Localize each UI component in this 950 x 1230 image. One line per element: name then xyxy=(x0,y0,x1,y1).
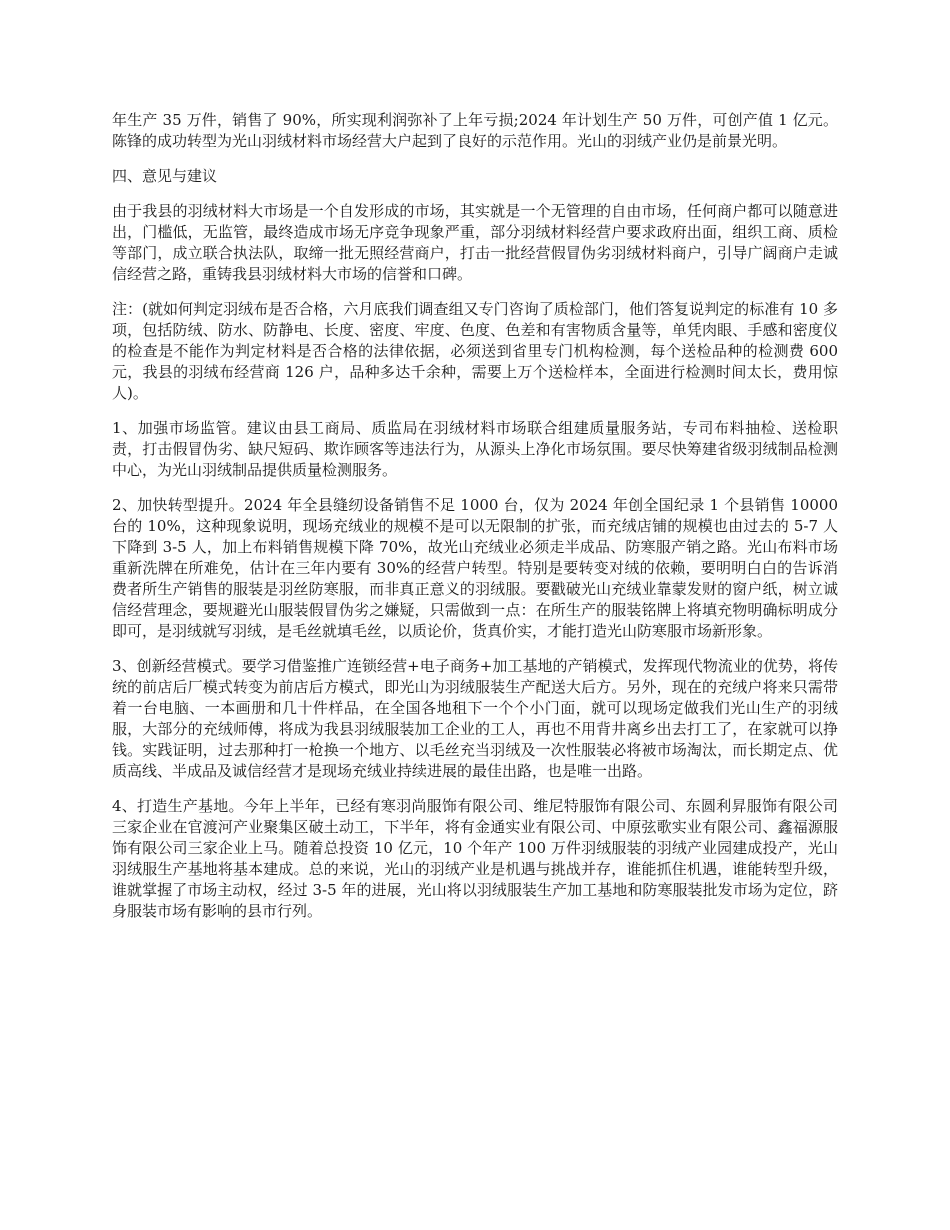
paragraph-suggestion-4: 4、打造生产基地。今年上半年，已经有寒羽尚服饰有限公司、维尼特服饰有限公司、东圆利昇服饰有限公司三家企业在官渡河产业聚集区破土动工，下半年，将有金通实业有限公司、中原弦歌实业有限公司、鑫福源服饰有限公司三家企业上马。随着总投资 10 亿元，10 个年产 100 万件羽绒服装的羽绒产业园建成投产，光山羽绒服生产基地将基本建成。总的来说，光山的羽绒产业是机遇与挑战并存，谁能抓住机遇，谁能转型升级，谁就掌握了市场主动权，经过 3-5 年的进展，光山将以羽绒服装生产加工基地和防寒服装批发市场为定位，跻身服装市场有影响的县市行列。 xyxy=(112,797,838,920)
section-heading-suggestions: 四、意见与建议 xyxy=(112,167,218,185)
paragraph-suggestion-2: 2、加快转型提升。2024 年全县缝纫设备销售不足 1000 台，仅为 2024 年创全国纪录 1 个县销售 10000 台的 10%，这种现象说明，现场充绒业的规模不是可以无限制的扩张，而充绒店铺的规模也由过去的 5-7 人下降到 3-5 人，加上布料销售规模下降 70%，故光山充绒业必须走半成品、防寒服产销之路。光山布料市场重新洗牌在所难免，估计在三年内要有 30%的经营户转型。特别是要转变对绒的依赖，要明明白白的告诉消费者所生产销售的服装是羽丝防寒服，而非真正意义的羽绒服。要戳破光山充绒业靠蒙发财的窗户纸，树立诚信经营理念，要规避光山服装假冒伪劣之嫌疑，只需做到一点：在所生产的服装铭牌上将填充物明确标明成分即可，是羽绒就写羽绒，是毛丝就填毛丝，以质论价，货真价实，才能打造光山防寒服市场新形象。 xyxy=(112,496,838,640)
paragraph-market-issue: 由于我县的羽绒材料大市场是一个自发形成的市场，其实就是一个无管理的自由市场，任何商户都可以随意进出，门槛低，无监管，最终造成市场无序竞争现象严重，部分羽绒材料经营户要求政府出面，组织工商、质检等部门，成立联合执法队，取缔一批无照经营商户，打击一批经营假冒伪劣羽绒材料商户，引导广阔商户走诚信经营之路，重铸我县羽绒材料大市场的信誉和口碑。 xyxy=(112,202,838,283)
paragraph-note: 注：(就如何判定羽绒布是否合格，六月底我们调查组又专门咨询了质检部门，他们答复说判定的标准有 10 多项，包括防绒、防水、防静电、长度、密度、牢度、色度、色差和有害物质含量等，单凭肉眼、手感和密度仪的检查是不能作为判定材料是否合格的法律依据，必须送到省里专门机构检测，每个送检品种的检测费 600 元，我县的羽绒布经营商 126 户，品种多达千余种，需要上万个送检样本，全面进行检测时间太长，费用惊人)。 xyxy=(112,300,838,402)
paragraph-suggestion-1: 1、加强市场监管。建议由县工商局、质监局在羽绒材料市场联合组建质量服务站，专司布料抽检、送检职责，打击假冒伪劣、缺尺短码、欺诈顾客等违法行为，从源头上净化市场氛围。要尽快筹建省级羽绒制品检测中心，为光山羽绒制品提供质量检测服务。 xyxy=(112,419,838,479)
paragraph-intro-results: 年生产 35 万件，销售了 90%，所实现利润弥补了上年亏损;2024 年计划生产 50 万件，可创产值 1 亿元。陈锋的成功转型为光山羽绒材料市场经营大户起到了良好的示范作用。光山的羽绒产业仍是前景光明。 xyxy=(112,111,838,150)
paragraph-suggestion-3: 3、创新经营模式。要学习借鉴推广连锁经营+电子商务+加工基地的产销模式，发挥现代物流业的优势，将传统的前店后厂模式转变为前店后方模式，即光山为羽绒服装生产配送大后方。另外，现在的充绒户将来只需带着一台电脑、一本画册和几十件样品，在全国各地租下一个个小门面，就可以现场定做我们光山生产的羽绒服，大部分的充绒师傅，将成为我县羽绒服装加工企业的工人，再也不用背井离乡出去打工了，在家就可以挣钱。实践证明，过去那种打一枪换一个地方、以毛丝充当羽绒及一次性服装必将被市场淘汰，而长期定点、优质高线、半成品及诚信经营才是现场充绒业持续进展的最佳出路，也是唯一出路。 xyxy=(112,657,838,780)
